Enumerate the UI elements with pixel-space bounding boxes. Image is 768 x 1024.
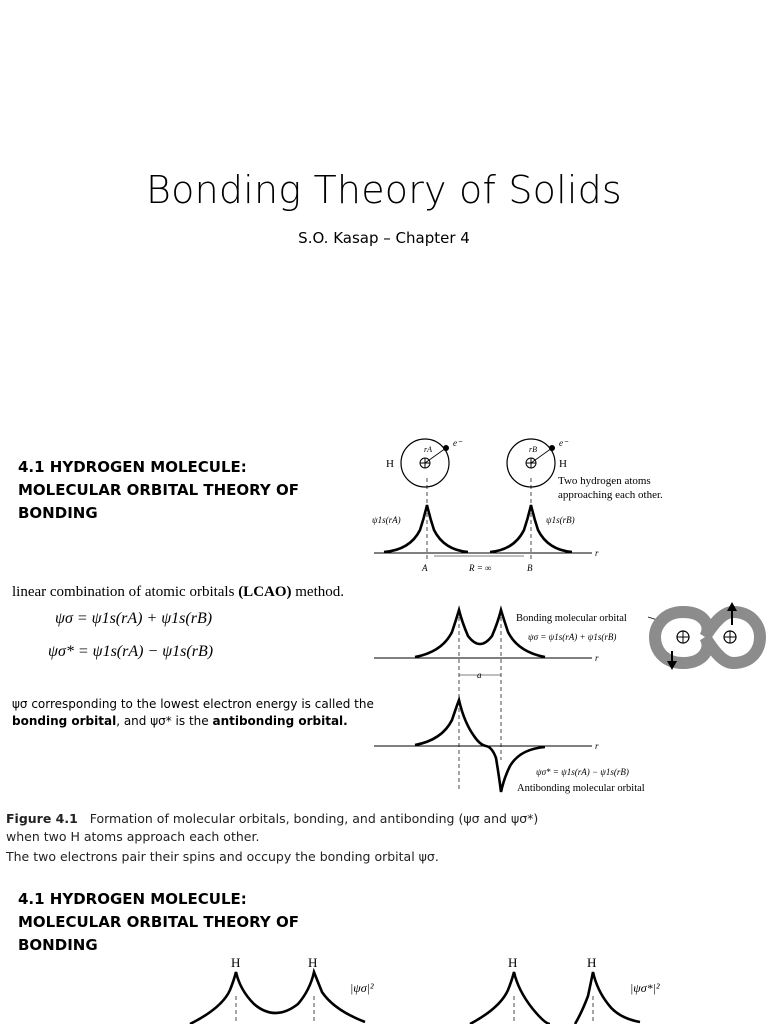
caption-note: The two electrons pair their spins and occupy the bonding orbital ψσ.: [6, 849, 439, 864]
h-label: H: [308, 955, 318, 970]
psi-sigma-star-density-curve: [470, 972, 550, 1024]
slide-title: Bonding Theory of Solids: [146, 168, 622, 212]
lcao-abbrev: (LCAO): [238, 584, 292, 600]
section-heading: [18, 888, 318, 957]
rb-label: rB: [529, 445, 537, 454]
psi-a-curve: [384, 505, 468, 552]
electron-label: e⁻: [453, 438, 462, 448]
axis-r: r: [595, 653, 599, 663]
heading-line: 4.1 HYDROGEN MOLECULE:: [18, 458, 247, 476]
approach-text: Two hydrogen atoms: [558, 475, 651, 487]
axis-r: r: [595, 548, 599, 558]
bonding-label: Bonding molecular orbital: [516, 613, 627, 624]
para-text: , and ψσ* is the: [116, 714, 213, 728]
bonding-eq-label: ψσ = ψ1s(rA) + ψ1s(rB): [528, 632, 617, 642]
psi-sigma-star-sq-label: |ψσ*|²: [630, 981, 660, 995]
r-infinity: R = ∞: [469, 563, 492, 573]
psi-sigma-star-density-curve: [575, 972, 640, 1024]
slide-subtitle: S.O. Kasap – Chapter 4: [298, 229, 470, 247]
heading-line: BONDING: [18, 936, 98, 954]
approach-text: approaching each other.: [558, 489, 663, 501]
psi-a-label: ψ1s(rA): [372, 515, 401, 525]
bonding-term: bonding orbital: [12, 714, 117, 728]
heading-line: MOLECULAR ORBITAL THEORY OF: [18, 913, 299, 931]
h-label: H: [587, 955, 597, 970]
separation-a: a: [477, 670, 482, 680]
figure-number: Figure 4.1: [6, 811, 78, 826]
axis-r: r: [595, 741, 599, 751]
bonding-equation: ψσ = ψ1s(rA) + ψ1s(rB): [55, 610, 213, 627]
h-label-b: H: [559, 458, 567, 470]
h-label-a: H: [386, 458, 394, 470]
antibonding-label: Antibonding molecular orbital: [517, 783, 645, 794]
point-b: B: [527, 563, 533, 573]
caption-text: Formation of molecular orbitals, bonding, and antibonding (ψσ and ψσ*): [89, 811, 539, 826]
heading-line: MOLECULAR ORBITAL THEORY OF: [18, 481, 299, 499]
heading-line: BONDING: [18, 504, 98, 522]
bonding-orbital-shape: [655, 602, 760, 670]
psi-sigma-sq-label: |ψσ|²: [350, 981, 374, 995]
para-line: ψσ corresponding to the lowest electron energy is called the: [12, 697, 374, 711]
point-a: A: [422, 563, 428, 573]
h-label: H: [231, 955, 241, 970]
electron-label: e⁻: [559, 438, 568, 448]
heading-line: 4.1 HYDROGEN MOLECULE:: [18, 890, 247, 908]
antibonding-term: antibonding orbital.: [212, 714, 348, 728]
psi-b-label: ψ1s(rB): [546, 515, 575, 525]
lcao-text: method.: [291, 584, 345, 600]
psi-sigma-density-curve: [190, 972, 365, 1024]
antibonding-equation: ψσ* = ψ1s(rA) − ψ1s(rB): [48, 643, 214, 660]
ra-label: rA: [424, 445, 432, 454]
lcao-text: linear combination of atomic orbitals: [12, 584, 239, 600]
antibonding-eq-label: ψσ* = ψ1s(rA) − ψ1s(rB): [536, 767, 629, 777]
caption-line: when two H atoms approach each other.: [6, 829, 260, 844]
h-label: H: [508, 955, 518, 970]
